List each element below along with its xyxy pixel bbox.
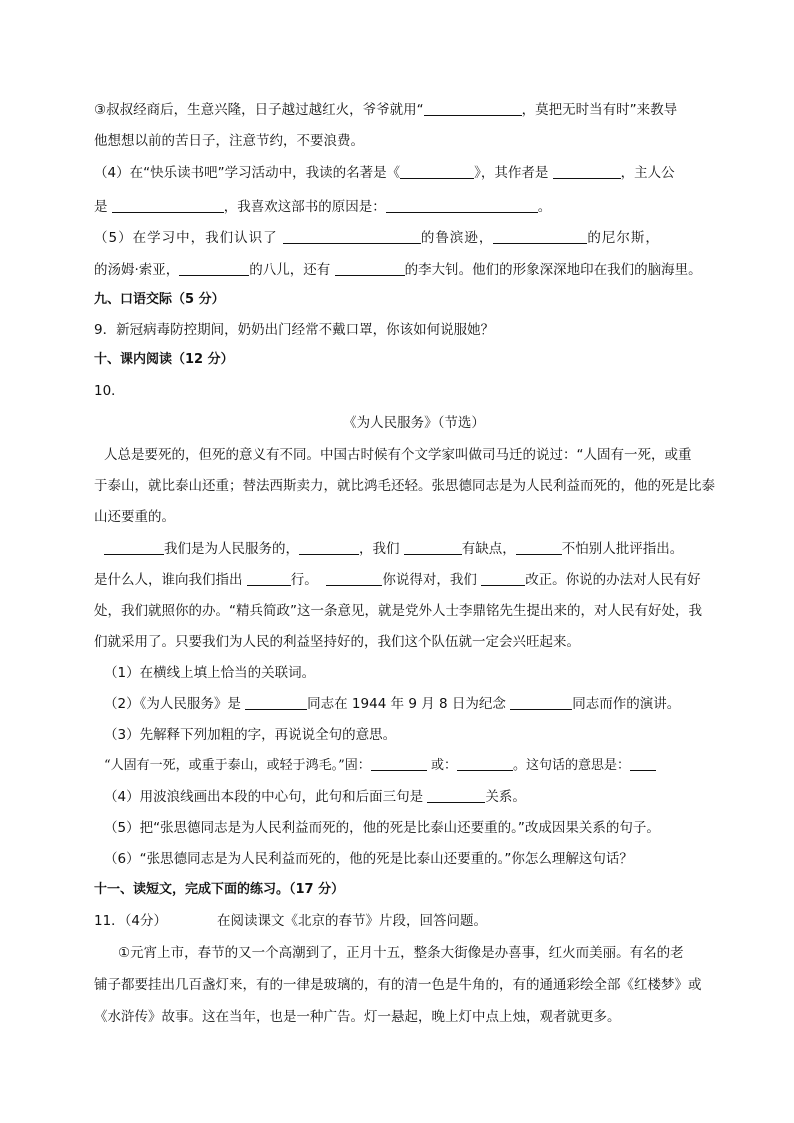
answer-blank[interactable] [245, 695, 307, 710]
text: 》，其作者是 [474, 165, 549, 181]
answer-blank[interactable] [386, 198, 538, 213]
answer-blank[interactable] [335, 261, 405, 276]
text: （4）在“快乐读书吧”学习活动中，我读的名著是《 [94, 165, 401, 181]
passage2-line2: 铺子都要挂出几百盏灯来，有的一律是玻璃的，有的清一色是牛角的，有的通通彩绘全部《红楼梦》或 [94, 977, 702, 993]
text: 的汤姆·索亚， [94, 262, 180, 278]
text: 。 [537, 199, 552, 215]
answer-blank[interactable] [516, 540, 562, 555]
sub-question-1: （1）在横线上填上恰当的关联词。 [104, 665, 316, 681]
answer-blank[interactable] [493, 229, 587, 244]
answer-blank[interactable] [179, 261, 249, 276]
text: 是 [94, 199, 108, 215]
text: 。这句话的意思是： [512, 758, 630, 773]
text: ，莫把无时当有时”来教导 [521, 102, 678, 118]
answer-blank[interactable] [404, 540, 462, 555]
section9-heading: 九、口语交际（5 分） [94, 292, 225, 307]
text: ，主人公 [620, 165, 675, 181]
answer-blank[interactable] [104, 540, 164, 555]
text: 我们是为人民服务的， [164, 541, 299, 557]
answer-blank[interactable] [427, 788, 485, 803]
answer-blank[interactable] [371, 756, 427, 771]
text: 的尼尔斯， [587, 230, 660, 246]
text: 11．（4分） [94, 913, 168, 929]
q8-item3-line2 [94, 131, 734, 151]
passage-p1-line2: 于泰山，就比泰山还重；替法西斯卖力，就比鸿毛还轻。张思德同志是为人民利益而死的，他的死是比泰 [94, 478, 715, 494]
text: 有缺点， [461, 541, 516, 557]
answer-blank[interactable] [481, 571, 525, 586]
text: 同志而作的演讲。 [572, 696, 681, 712]
passage2-line3: 《水浒传》故事。这在当年，也是一种广告。灯一悬起，晚上灯中点上烛，观者就更多。 [94, 1009, 621, 1025]
passage-p1-line3: 山还要重的。 [94, 509, 175, 525]
text: （5）在学习中，我们认识了 [94, 230, 278, 246]
q8-item3-line1 [94, 100, 734, 120]
text: 的鲁滨逊， [420, 230, 494, 246]
text: ，我们 [359, 541, 400, 557]
passage-p2-line4: 们就采用了。只要我们为人民的利益坚持好的，我们这个队伍就一定会兴旺起来。 [94, 634, 580, 650]
section10-number: 10． [94, 383, 125, 399]
text: 的李大钊。他们的形象深深地印在我们的脑海里。 [404, 262, 702, 278]
text: 不怕别人批评指出。 [561, 541, 684, 557]
text: 在阅读课文《北京的春节》片段，回答问题。 [217, 913, 488, 929]
answer-blank[interactable] [424, 101, 522, 116]
answer-blank[interactable] [553, 164, 621, 179]
q8-item5-line1 [94, 228, 734, 248]
sub-question-5: （5）把“张思德同志是为人民利益而死的，他的死是比泰山还要重的。”改成因果关系的句子。 [104, 820, 660, 836]
passage-title: 《为人民服务》（节选） [343, 415, 485, 431]
text: 是什么人，谁向我们指出 [94, 572, 243, 588]
text: “人固有一死，或重于泰山，或轻于鸿毛。”固： [104, 758, 371, 773]
sub-question-3-quote [104, 756, 744, 776]
q8-item5-line2 [94, 260, 734, 280]
passage2-line1: ①元宵上市，春节的又一个高潮到了，正月十五，整条大街像是办喜事，红火而美丽。有名的老 [118, 945, 684, 961]
answer-blank[interactable] [630, 756, 656, 771]
text: 行。 [290, 572, 318, 588]
answer-blank[interactable] [247, 571, 291, 586]
sub-question-3: （3）先解释下列加粗的字，再说说全句的意思。 [104, 727, 397, 743]
answer-blank[interactable] [283, 229, 421, 244]
section10-heading: 十、课内阅读（12 分） [94, 352, 234, 367]
q8-item4-line1 [94, 163, 734, 183]
passage-p2-line2 [94, 570, 734, 590]
text: 同志在 1944 年 9 月 8 日为纪念 [307, 696, 506, 712]
answer-blank[interactable] [299, 540, 359, 555]
answer-blank[interactable] [400, 164, 474, 179]
text: 或： [430, 758, 457, 773]
passage-p1-line1: 人总是要死的，但死的意义有不同。中国古时候有个文学家叫做司马迁的说过：“人固有一死，或重 [104, 447, 692, 463]
answer-blank[interactable] [326, 571, 382, 586]
text: （2）《为人民服务》是 [104, 696, 241, 712]
section11-question [94, 911, 734, 931]
text: 他想想以前的苦日子，注意节约，不要浪费。 [94, 133, 364, 149]
text: 关系。 [485, 789, 526, 805]
text: 的八儿，还有 [249, 262, 331, 278]
section11-heading: 十一、读短文，完成下面的练习。（17 分） [94, 882, 345, 897]
passage-p2-line1 [104, 539, 744, 559]
text: ，我喜欢这部书的原因是： [223, 199, 386, 215]
passage-p2-line3: 处，我们就照你的办。“精兵简政”这一条意见，就是党外人士李鼎铭先生提出来的，对人民有好处，我 [94, 603, 702, 619]
text: （4）用波浪线画出本段的中心句，此句和后面三句是 [104, 789, 424, 805]
q8-item4-line2 [94, 197, 734, 217]
answer-blank[interactable] [457, 756, 513, 771]
text: ③叔叔经商后，生意兴隆，日子越过越红火，爷爷就用“ [94, 102, 424, 118]
answer-blank[interactable] [510, 695, 572, 710]
answer-blank[interactable] [112, 198, 224, 213]
section9-question: 9．新冠病毒防控期间，奶奶出门经常不戴口罩，你该如何说服她？ [94, 322, 495, 338]
text: 改正。你说的办法对人民有好 [525, 572, 701, 588]
sub-question-6: （6）“张思德同志是为人民利益而死的，他的死是比泰山还要重的。”你怎么理解这句话？ [104, 851, 633, 867]
sub-question-2 [104, 694, 744, 714]
text: 你说得对，我们 [382, 572, 477, 588]
sub-question-4 [104, 787, 744, 807]
